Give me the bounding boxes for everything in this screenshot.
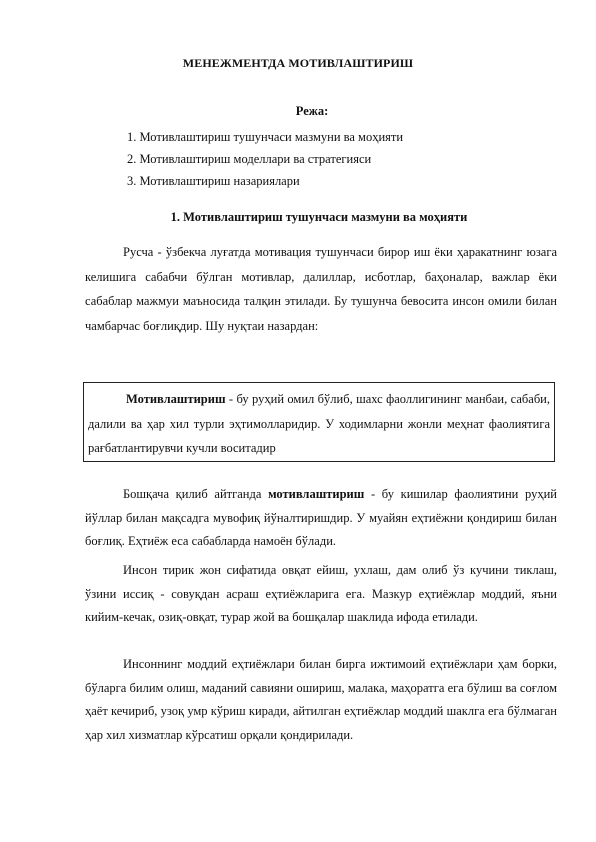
paragraph-2-term: мотивлаштириш (268, 487, 365, 501)
paragraph-2-before: Бошқача қилиб айтганда (123, 487, 269, 501)
plan-item: 3. Мотивлаштириш назариялари (127, 174, 300, 188)
definition-term: Мотивлаштириш (126, 392, 226, 406)
paragraph-3: Инсон тирик жон сифатида овқат ейиш, ухлаш, дам олиб ўз кучини тиклаш, ўзини иссиқ - совуқдан асраш еҳтиёжларига ега. Мазкур еҳтиёжлар моддий, яъни кийим-кечак, озиқ-овқат, турар жой ва бошқалар шаклида ифода етилади. (85, 563, 557, 625)
definition-box (83, 382, 555, 462)
definition-paragraph (88, 387, 550, 461)
plan-item: 1. Мотивлаштириш тушунчаси мазмуни ва моҳияти (127, 130, 404, 144)
document-title: МЕНЕЖМЕНТДА МОТИВЛАШТИРИШ (182, 56, 414, 70)
paragraph-4: Инсоннинг моддий еҳтиёжлари билан бирга ижтимоий еҳтиёжлари ҳам борки, бўларга билим олиш, маданий савияни ошириш, малака, маҳоратга ега бўлиш ва соғлом ҳаёт кечириб, узоқ умр кўриш киради, айтилган еҳтиёжлар моддий шаклга ега бўлмаган ҳар хил хизматлар кўрсатиш орқали қондирилади. (85, 657, 557, 742)
plan-list (127, 126, 403, 192)
plan-heading: Режа: (295, 104, 329, 118)
definition-text: - бу руҳий омил бўлиб, шахс фаоллигининг манбаи, сабаби, далили ва ҳар хил турли эҳтимолларидир. У ходимларни жонли меҳнат фаолиятига рағбатлантирувчи кучли воситадир (88, 392, 550, 455)
paragraph-2 (85, 483, 557, 554)
section-heading: 1. Мотивлаштириш тушунчаси мазмуни ва моҳияти (170, 210, 468, 224)
paragraph-2-after: - бу кишилар фаолиятини руҳий йўллар билан мақсадга мувофиқ йўналтиришдир. У муайян еҳтиёжни қондириш билан боғлиқ. Еҳтиёж еса сабабларда намоён бўлади. (85, 487, 557, 549)
intro-paragraph: Русча - ўзбекча луғатда мотивация тушунчаси бирор иш ёки ҳаракатнинг юзага келишига сабабчи бўлган мотивлар, далиллар, исботлар, баҳоналар, важлар ёки сабаблар мажмуи маъносида талқин этилади. Бу тушунча бевосита инсон омили билан чамбарчас боғлиқдир. Шу нуқтаи назардан: (85, 245, 557, 334)
plan-item: 2. Мотивлаштириш моделлари ва стратегияси (127, 152, 372, 166)
